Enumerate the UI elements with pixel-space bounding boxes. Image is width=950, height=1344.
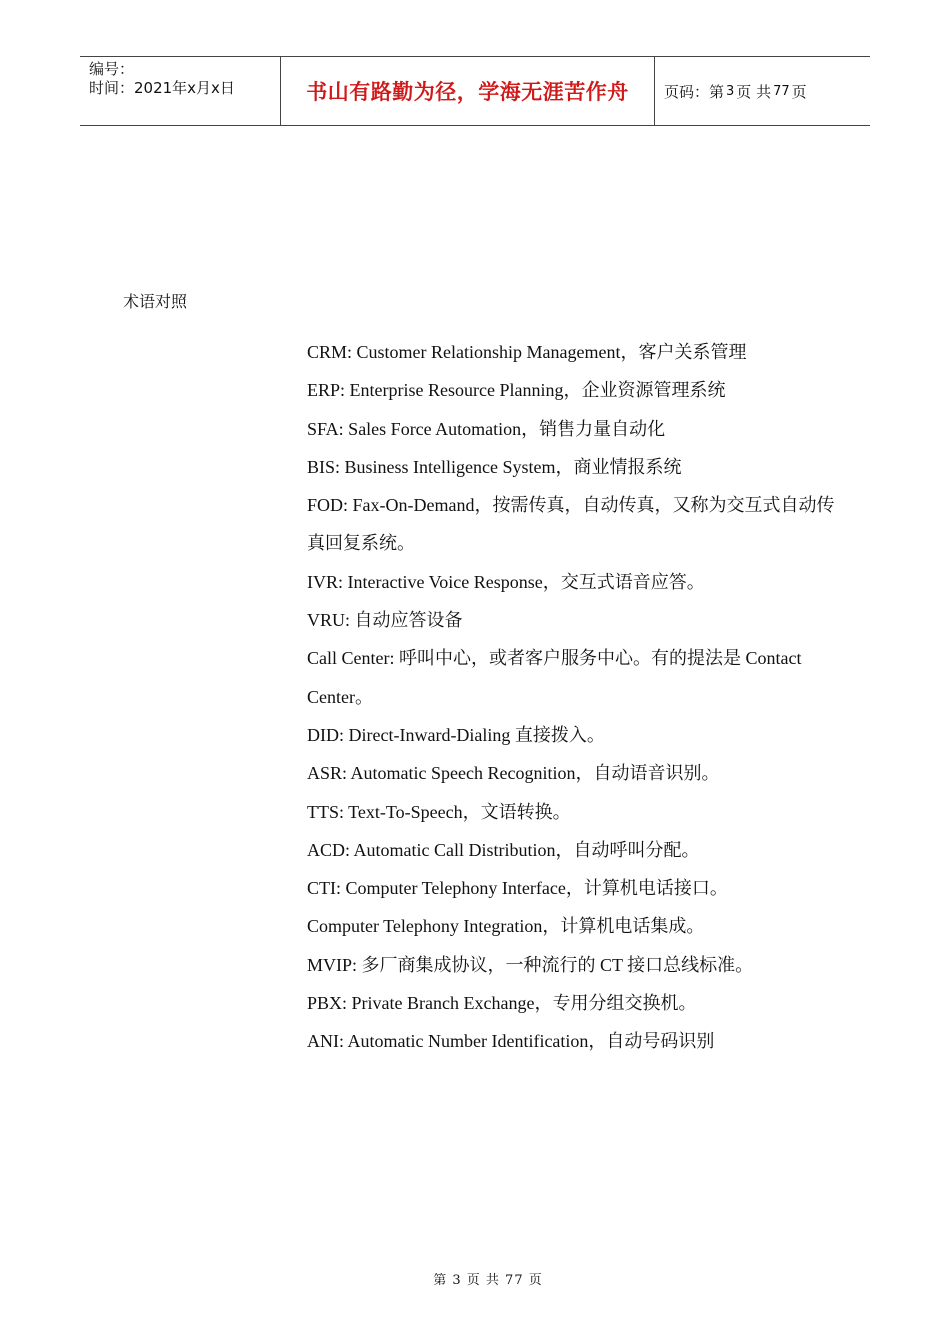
glossary-item-cti: CTI: Computer Telephony Interface，计算机电话接口。 <box>307 878 728 899</box>
glossary-item-pbx: PBX: Private Branch Exchange，专用分组交换机。 <box>307 993 697 1014</box>
glossary-item-mvip: MVIP: 多厂商集成协议，一种流行的 CT 接口总线标准。 <box>307 954 754 975</box>
page-total: 77 <box>773 83 790 99</box>
glossary-item-call-center: Call Center: 呼叫中心，或者客户服务中心。有的提法是 Contact Center。 <box>307 648 802 707</box>
glossary-item-did: DID: Direct-Inward-Dialing 直接拨入。 <box>307 724 605 745</box>
glossary-item-crm: CRM: Customer Relationship Management，客户关系管理 <box>307 342 747 362</box>
glossary-item-ani: ANI: Automatic Number Identification，自动号码识别 <box>307 1031 715 1052</box>
header-info-cell <box>80 57 281 125</box>
glossary-item-bis: BIS: Business Intelligence System，商业情报系统 <box>307 456 682 477</box>
header-motto: 书山有路勤为径，学海无涯苦作舟 <box>306 80 629 104</box>
page-footer: 第 3 页 共 77 页 <box>433 1273 543 1288</box>
glossary-item-acd: ACD: Automatic Call Distribution，自动呼叫分配。 <box>307 839 700 860</box>
glossary-item-fod: FOD: Fax-On-Demand，按需传真，自动传真，又称为交互式自动传真回复系统。 <box>307 495 835 554</box>
page-prefix: 页码：第 <box>664 82 725 101</box>
glossary-item-asr: ASR: Automatic Speech Recognition，自动语音识别。 <box>307 763 720 784</box>
page-header <box>80 56 870 126</box>
glossary-item-sfa: SFA: Sales Force Automation，销售力量自动化 <box>307 418 666 439</box>
section-title: 术语对照 <box>123 292 188 311</box>
glossary-item-vru: VRU: 自动应答设备 <box>307 610 463 631</box>
page-mid: 页 共 <box>736 82 772 101</box>
document-date-label: 时间：2021年x月x日 <box>89 79 235 97</box>
glossary-item-erp: ERP: Enterprise Resource Planning，企业资源管理系统 <box>307 380 726 401</box>
header-page-cell <box>655 57 870 125</box>
page-suffix: 页 <box>791 82 807 101</box>
page-current: 3 <box>726 83 735 99</box>
document-number-label: 编号： <box>89 60 135 78</box>
glossary-item-ivr: IVR: Interactive Voice Response，交互式语音应答。 <box>307 571 705 592</box>
glossary-list <box>307 333 852 1061</box>
header-motto-cell <box>281 57 655 125</box>
glossary-item-cti-integration: Computer Telephony Integration，计算机电话集成。 <box>307 916 705 937</box>
glossary-item-tts: TTS: Text-To-Speech，文语转换。 <box>307 801 571 822</box>
